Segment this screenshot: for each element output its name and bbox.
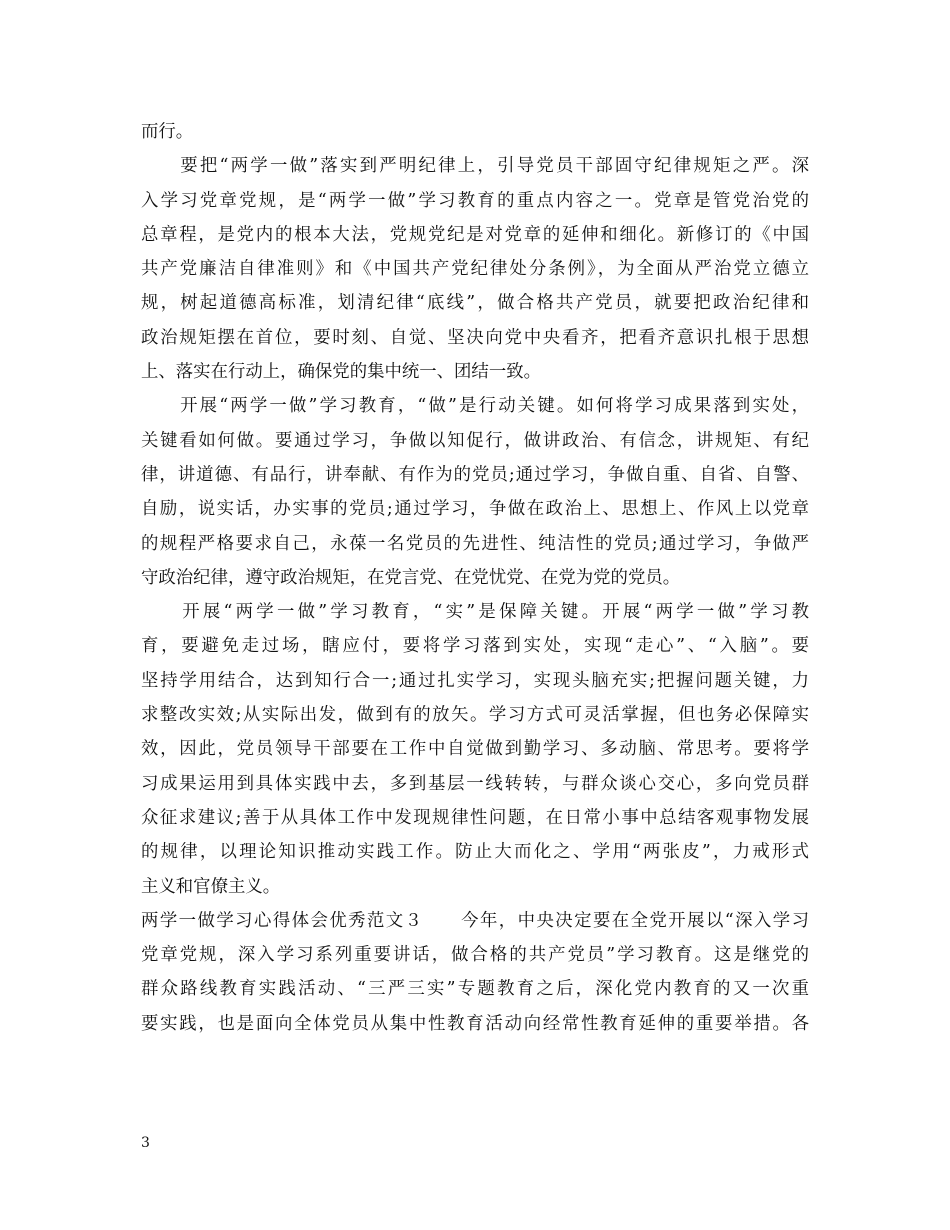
text-line: 主义和官僚主义。 bbox=[141, 876, 281, 897]
text-line: 效，因此，党员领导干部要在工作中自觉做到勤学习、多动脑、常思考。要将学 bbox=[141, 739, 809, 760]
page-number: 3 bbox=[141, 1135, 150, 1151]
text-line: 总章程，是党内的根本大法，党规党纪是对党章的延伸和细化。新修订的《中国 bbox=[141, 224, 809, 245]
text-line: 开展“两学一做”学习教育，“实”是保障关键。开展“两学一做”学习教 bbox=[141, 602, 809, 623]
text-line: 律，讲道德、有品行，讲奉献、有作为的党员;通过学习，争做自重、自省、自警、 bbox=[141, 464, 809, 485]
text-line: 众征求建议;善于从具体工作中发现规律性问题，在日常小事中总结客观事物发展 bbox=[141, 807, 809, 828]
text-line: 党章党规，深入学习系列重要讲话，做合格的共产党员”学习教育。这是继党的 bbox=[141, 945, 809, 966]
text-line: 上、落实在行动上，确保党的集中统一、团结一致。 bbox=[141, 362, 541, 383]
text-line: 自励，说实话，办实事的党员;通过学习，争做在政治上、思想上、作风上以党章 bbox=[141, 499, 809, 520]
text-line: 规，树起道德高标准，划清纪律“底线”，做合格共产党员，就要把政治纪律和 bbox=[141, 293, 809, 314]
text-line: 群众路线教育实践活动、“三严三实”专题教育之后，深化党内教育的又一次重 bbox=[141, 979, 809, 1000]
text-line: 的规律，以理论知识推动实践工作。防止大而化之、学用“两张皮”，力戒形式 bbox=[141, 842, 809, 863]
text-line: 而行。 bbox=[141, 122, 194, 142]
text-line: 共产党廉洁自律准则》和《中国共产党纪律处分条例》，为全面从严治党立德立 bbox=[141, 259, 809, 280]
text-line: 要把“两学一做”落实到严明纪律上，引导党员干部固守纪律规矩之严。深 bbox=[141, 156, 809, 177]
document-body bbox=[141, 115, 809, 1041]
text-line: 开展“两学一做”学习教育，“做”是行动关键。如何将学习成果落到实处， bbox=[141, 396, 809, 417]
text-line: 求整改实效;从实际出发，做到有的放矢。学习方式可灵活掌握，但也务必保障实 bbox=[141, 705, 809, 726]
text-line: 政治规矩摆在首位，要时刻、自觉、坚决向党中央看齐，把看齐意识扎根于思想 bbox=[141, 327, 809, 348]
text-line: 习成果运用到具体实践中去，多到基层一线转转，与群众谈心交心，多向党员群 bbox=[141, 773, 809, 794]
text-line: 守政治纪律，遵守政治规矩，在党言党、在党忧党、在党为党的党员。 bbox=[141, 567, 681, 588]
text-line: 的规程严格要求自己，永葆一名党员的先进性、纯洁性的党员;通过学习，争做严 bbox=[141, 533, 809, 554]
section-heading-line: 两学一做学习心得体会优秀范文３ 今年，中央决定要在全党开展以“深入学习 bbox=[141, 910, 809, 931]
text-line: 入学习党章党规，是“两学一做”学习教育的重点内容之一。党章是管党治党的 bbox=[141, 190, 809, 211]
text-line: 关键看如何做。要通过学习，争做以知促行，做讲政治、有信念，讲规矩、有纪 bbox=[141, 430, 809, 451]
text-line: 育，要避免走过场，瞎应付，要将学习落到实处，实现“走心”、“入脑”。要 bbox=[141, 636, 809, 657]
text-line: 要实践，也是面向全体党员从集中性教育活动向经常性教育延伸的重要举措。各 bbox=[141, 1013, 809, 1034]
text-line: 坚持学用结合，达到知行合一;通过扎实学习，实现头脑充实;把握问题关键，力 bbox=[141, 670, 809, 691]
